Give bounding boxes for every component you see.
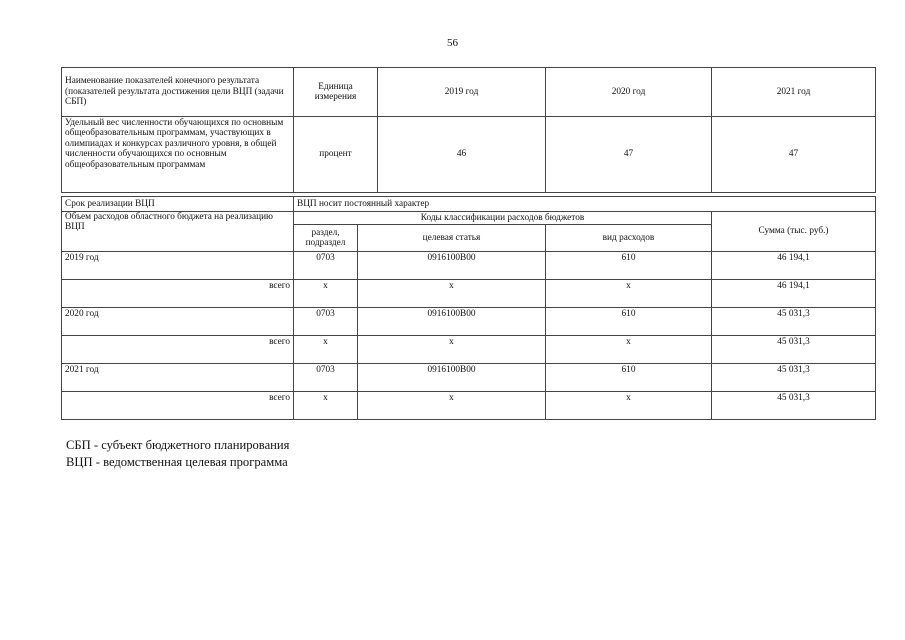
total-section: х [294,392,358,420]
abbreviation-notes [66,437,289,471]
indicator-value-2021: 47 [712,117,876,193]
indicator-unit: процент [294,117,378,193]
target-header: целевая статья [358,225,546,252]
total-label: всего [62,336,294,364]
header-unit: Единица измерения [294,68,378,117]
total-kind: х [546,392,712,420]
indicator-name: Удельный вес численности обучающихся по основным общеобразовательным программам, участвующих в олимпиадах и конкурсах различного уровня, в общей численности обучающихся по основным общеобразовательным программам [62,117,294,193]
year-section: 0703 [294,364,358,392]
indicators-header-row [62,68,876,117]
section-header: раздел, подраздел [294,225,358,252]
total-target: х [358,392,546,420]
note-vcp: ВЦП - ведомственная целевая программа [66,455,288,469]
indicator-row [62,117,876,193]
kind-header: вид расходов [546,225,712,252]
header-year-2019: 2019 год [378,68,546,117]
indicator-value-2020: 47 [546,117,712,193]
budget-header-row [62,212,876,225]
term-label: Срок реализации ВЦП [62,197,294,212]
year-label: 2021 год [62,364,294,392]
year-sum: 46 194,1 [712,252,876,280]
indicator-value-2019: 46 [378,117,546,193]
total-kind: х [546,336,712,364]
indicators-table [61,67,876,193]
term-row [62,197,876,212]
total-target: х [358,280,546,308]
note-sbp: СБП - субъект бюджетного планирования [66,438,290,452]
total-row [62,336,876,364]
year-label: 2019 год [62,252,294,280]
year-section: 0703 [294,252,358,280]
year-section: 0703 [294,308,358,336]
year-target: 0916100В00 [358,308,546,336]
total-section: х [294,280,358,308]
sum-header: Сумма (тыс. руб.) [712,212,876,252]
year-row [62,252,876,280]
total-row [62,392,876,420]
total-label: всего [62,392,294,420]
total-label: всего [62,280,294,308]
year-target: 0916100В00 [358,252,546,280]
year-label: 2020 год [62,308,294,336]
volume-label: Объем расходов областного бюджета на реализацию ВЦП [62,212,294,252]
year-kind: 610 [546,364,712,392]
year-row [62,308,876,336]
term-value: ВЦП носит постоянный характер [294,197,876,212]
year-kind: 610 [546,252,712,280]
total-sum: 45 031,3 [712,392,876,420]
total-kind: х [546,280,712,308]
year-kind: 610 [546,308,712,336]
budget-table [61,196,876,420]
year-row [62,364,876,392]
total-sum: 45 031,3 [712,336,876,364]
total-section: х [294,336,358,364]
header-year-2021: 2021 год [712,68,876,117]
total-target: х [358,336,546,364]
page-number: 56 [447,37,458,49]
codes-header: Коды классификации расходов бюджетов [294,212,712,225]
header-indicator-name: Наименование показателей конечного результата (показателей результата достижения цели ВЦП (задачи СБП) [62,68,294,117]
total-row [62,280,876,308]
year-sum: 45 031,3 [712,308,876,336]
year-target: 0916100В00 [358,364,546,392]
total-sum: 46 194,1 [712,280,876,308]
year-sum: 45 031,3 [712,364,876,392]
header-year-2020: 2020 год [546,68,712,117]
